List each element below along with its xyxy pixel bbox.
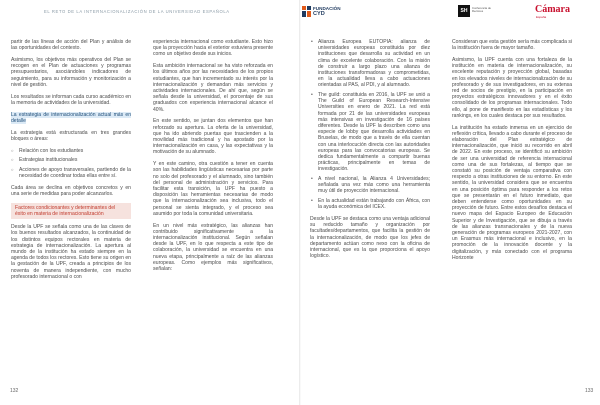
paragraph: partir de las líneas de acción del Plan y análisis de las oportunidades del contexto. (11, 39, 131, 52)
column-2 (153, 39, 273, 278)
paragraph: Desde la UPF se señala como una de las claves de los buenos resultados alcanzados, la continuidad de los distintos equipos rectorales en materia de estrategia de internacionalización. La apertura al mundo de la institución ha estado siempre en la agenda de todos los rectores. Esto tiene su origen en la gestación de la UPF, creada a principios de los noventa de manera independiente, con mucho profesorado internacional o con (11, 224, 131, 280)
logo-line-1: FUNDACIÓN (313, 6, 341, 11)
paragraph: Esta ambición internacional se ha visto reforzada en los últimos años por las necesidades de los propios estudiantes, que han incrementado su interés por la internacionalización y demandan más servicios y actividades internacionales. De ahí que, según se señala desde la universidad, el porcentaje de sus graduados con experiencia internacional alcance el 40%. (153, 63, 273, 113)
fundacion-mark-icon (302, 6, 311, 17)
logo-line-2: CYD (313, 11, 325, 17)
crue-mark-icon: SH (458, 5, 470, 17)
paragraph: experiencia internacional como estudiante. Esto hizo que la proyección hacia el exterior estuviera presente como un objetivo desde sus inicios. (153, 39, 273, 58)
camara-name: Cámara (535, 4, 570, 15)
section-heading-red: Factores condicionantes y determinantes del éxito en materia de internacionalización (11, 203, 131, 219)
paragraph: Cada área se declina en objetivos concretos y en una serie de medidas para poder alcanzarlos. (11, 184, 131, 197)
list-item: ○ Acciones de apoyo transversales, partiendo de la necesidad de coordinar todas ellas entre sí. (19, 167, 131, 179)
bullet-list (310, 39, 430, 210)
section-heading-highlight (11, 112, 131, 124)
paragraph: Asimismo, los objetivos más operativos del Plan se recogen en el Plan de actuaciones y programas presupuestarios, asociándoles indicadores de seguimiento, para su información y monitorización a nivel de gestión. (11, 57, 131, 88)
crue-logo-text: Conferencia de Rectores (472, 6, 491, 14)
list-item: • The guild: constituida en 2016, la UPF se unió a The Guild of European Research-Intensive Universities en enero de 2021. La red está formada por 21 de las universidades europeas más intensivas en investigación de 16 países diferentes. Desde la UPF la describen como una especie de lobby que desarrolla actividades en Bruselas, de modo que a través de ella cuentan con una interlocución directa con las autoridades europeas para las convocatorias europeas. Se dedica fundamentalmente a compartir buenas prácticas, principalmente en temas de investigación. (318, 92, 430, 173)
bullet-list (11, 148, 131, 180)
list-item: • En la actualidad están trabajando con África, con la ayuda económica del ICEX. (318, 198, 430, 210)
list-item: • A nivel nacional, la Alianza 4 Universidades; señalada una vez más como una herramienta muy útil de proyección internacional. (318, 176, 430, 195)
list-item: ○ Estrategias institucionales (19, 157, 131, 163)
paragraph: Los resultados se informan cada curso académico en la memoria de actividades de la universidad. (11, 93, 131, 106)
paragraph: La institución ha estado inmersa en un ejercicio de reflexión crítica, llevado a cabo durante el proceso de elaboración del Plan estratégico de internacionalización, que inició su recorrido en abril de 2022. En este proceso, se identificó su ambición de ser una universidad de referencia internacional como una de sus fortalezas, al tiempo que se constató su posición de ventaja comparativa con respecto a otras instituciones de su entorno. En este sentido, la universidad considera que se encuentra en una posición óptima para responder a los retos que se presentarán en el futuro inmediato, que deben entenderse como oportunidades en su proyección de futuro. Entre estos desafíos destaca el nuevo mapa del Espacio Europeo de Educación Superior y de Investigación, que se dibuja a través de las alianzas transnacionales y de la nueva generación de programas europeos 2021-2027, con un Erasmus más internacional e inclusivo, en la promoción de la innovación docente y la digitalización, y más conectado con el programa Horizonte (452, 124, 572, 261)
paragraph: Consideran que esta gestión sería más complicada si la institución fuera de mayor tamaño. (452, 39, 572, 52)
paragraph: La estrategia está estructurada en tres grandes bloques o áreas: (11, 129, 131, 142)
page-number-right: 133 (585, 388, 594, 394)
camara-logo (535, 4, 585, 20)
paragraph: Desde la UPF se destaca como una ventaja adicional su reducido tamaño y organización por facultades/departamentos, que facilita la gestión de la internacionalización, de modo que los jefes de departamento actúan como nexo con la oficina de internacional, que es la que proporciona el apoyo logístico. (310, 216, 430, 260)
column-3 (310, 39, 430, 265)
paragraph: Asimismo, la UPF cuenta con una fortaleza de la institución en materia de internacionalización, su excelente reputación y proyección global, basadas en los elevados niveles de internacionalización de su profesorado y de sus investigadores, en su extensa red de socios de prestigio, en la participación en proyectos estratégicos innovadores y en el éxito consolidado de los programas internacionales. Todo ello, al pone de manifiesto en las estadísticas y los rankings, en los cuales destaca por sus resultados. (452, 57, 572, 119)
paragraph: En un nivel más estratégico, las alianzas han contribuido significativamente a la internacionalización institucional. Según señalan desde la UPF, en lo que respecta a este tipo de colaboración, la universidad se encuentra en una nueva etapa, principalmente a raíz de las alianzas europeas. Como ejemplos más significativos, señalan: (153, 222, 273, 273)
column-1 (11, 39, 131, 286)
fundacion-cyd-logo (302, 5, 362, 19)
column-4 (452, 39, 572, 267)
list-item: • Alianza Europea EUTOPIA: alianza de universidades europeas constituida por diez instituciones que desarrolla su actividad en un clima de excelente colaboración. Con la misión de construir a largo plazo una alianza de instituciones transformadoras y comprometidas, en la actualidad lleva a cabo actuaciones orientadas al PAS, al PDI, y al alumnado. (318, 39, 430, 89)
paragraph: En este sentido, se juntan dos elementos que han reforzado su apertura. La oferta de la universidad, que ha ido abriendo puertas que trascienden a la movilidad más tradicional y ha apostado por la internacionalización en casa, y las expectativas y la motivación de su alumnado. (153, 118, 273, 156)
paragraph: Y en este camino, otra cuestión a tener en cuenta son las habilidades lingüísticas necesarias por parte no solo del profesorado y el alumnado, sino también del personal de administración y servicios. Para facilitar esta transición, la UPF ha puesto a disposición las herramientas necesarias de modo que la internacionalización sea inclusiva, todo el personal se sienta integrado, y el proceso sea asumido por toda la comunidad universitaria. (153, 161, 273, 217)
list-item: ○ Relación con los estudiantes (19, 148, 131, 154)
highlighted-heading: La estrategia de internacionalización actual más en detalle (11, 111, 131, 124)
camara-sub: España (536, 15, 547, 19)
crue-logo (458, 5, 502, 19)
page-number-left: 132 (10, 388, 19, 394)
running-title: EL RETO DE LA INTERNACIONALIZACIÓN DE LA UNIVERSIDAD ESPAÑOLA (44, 9, 230, 14)
